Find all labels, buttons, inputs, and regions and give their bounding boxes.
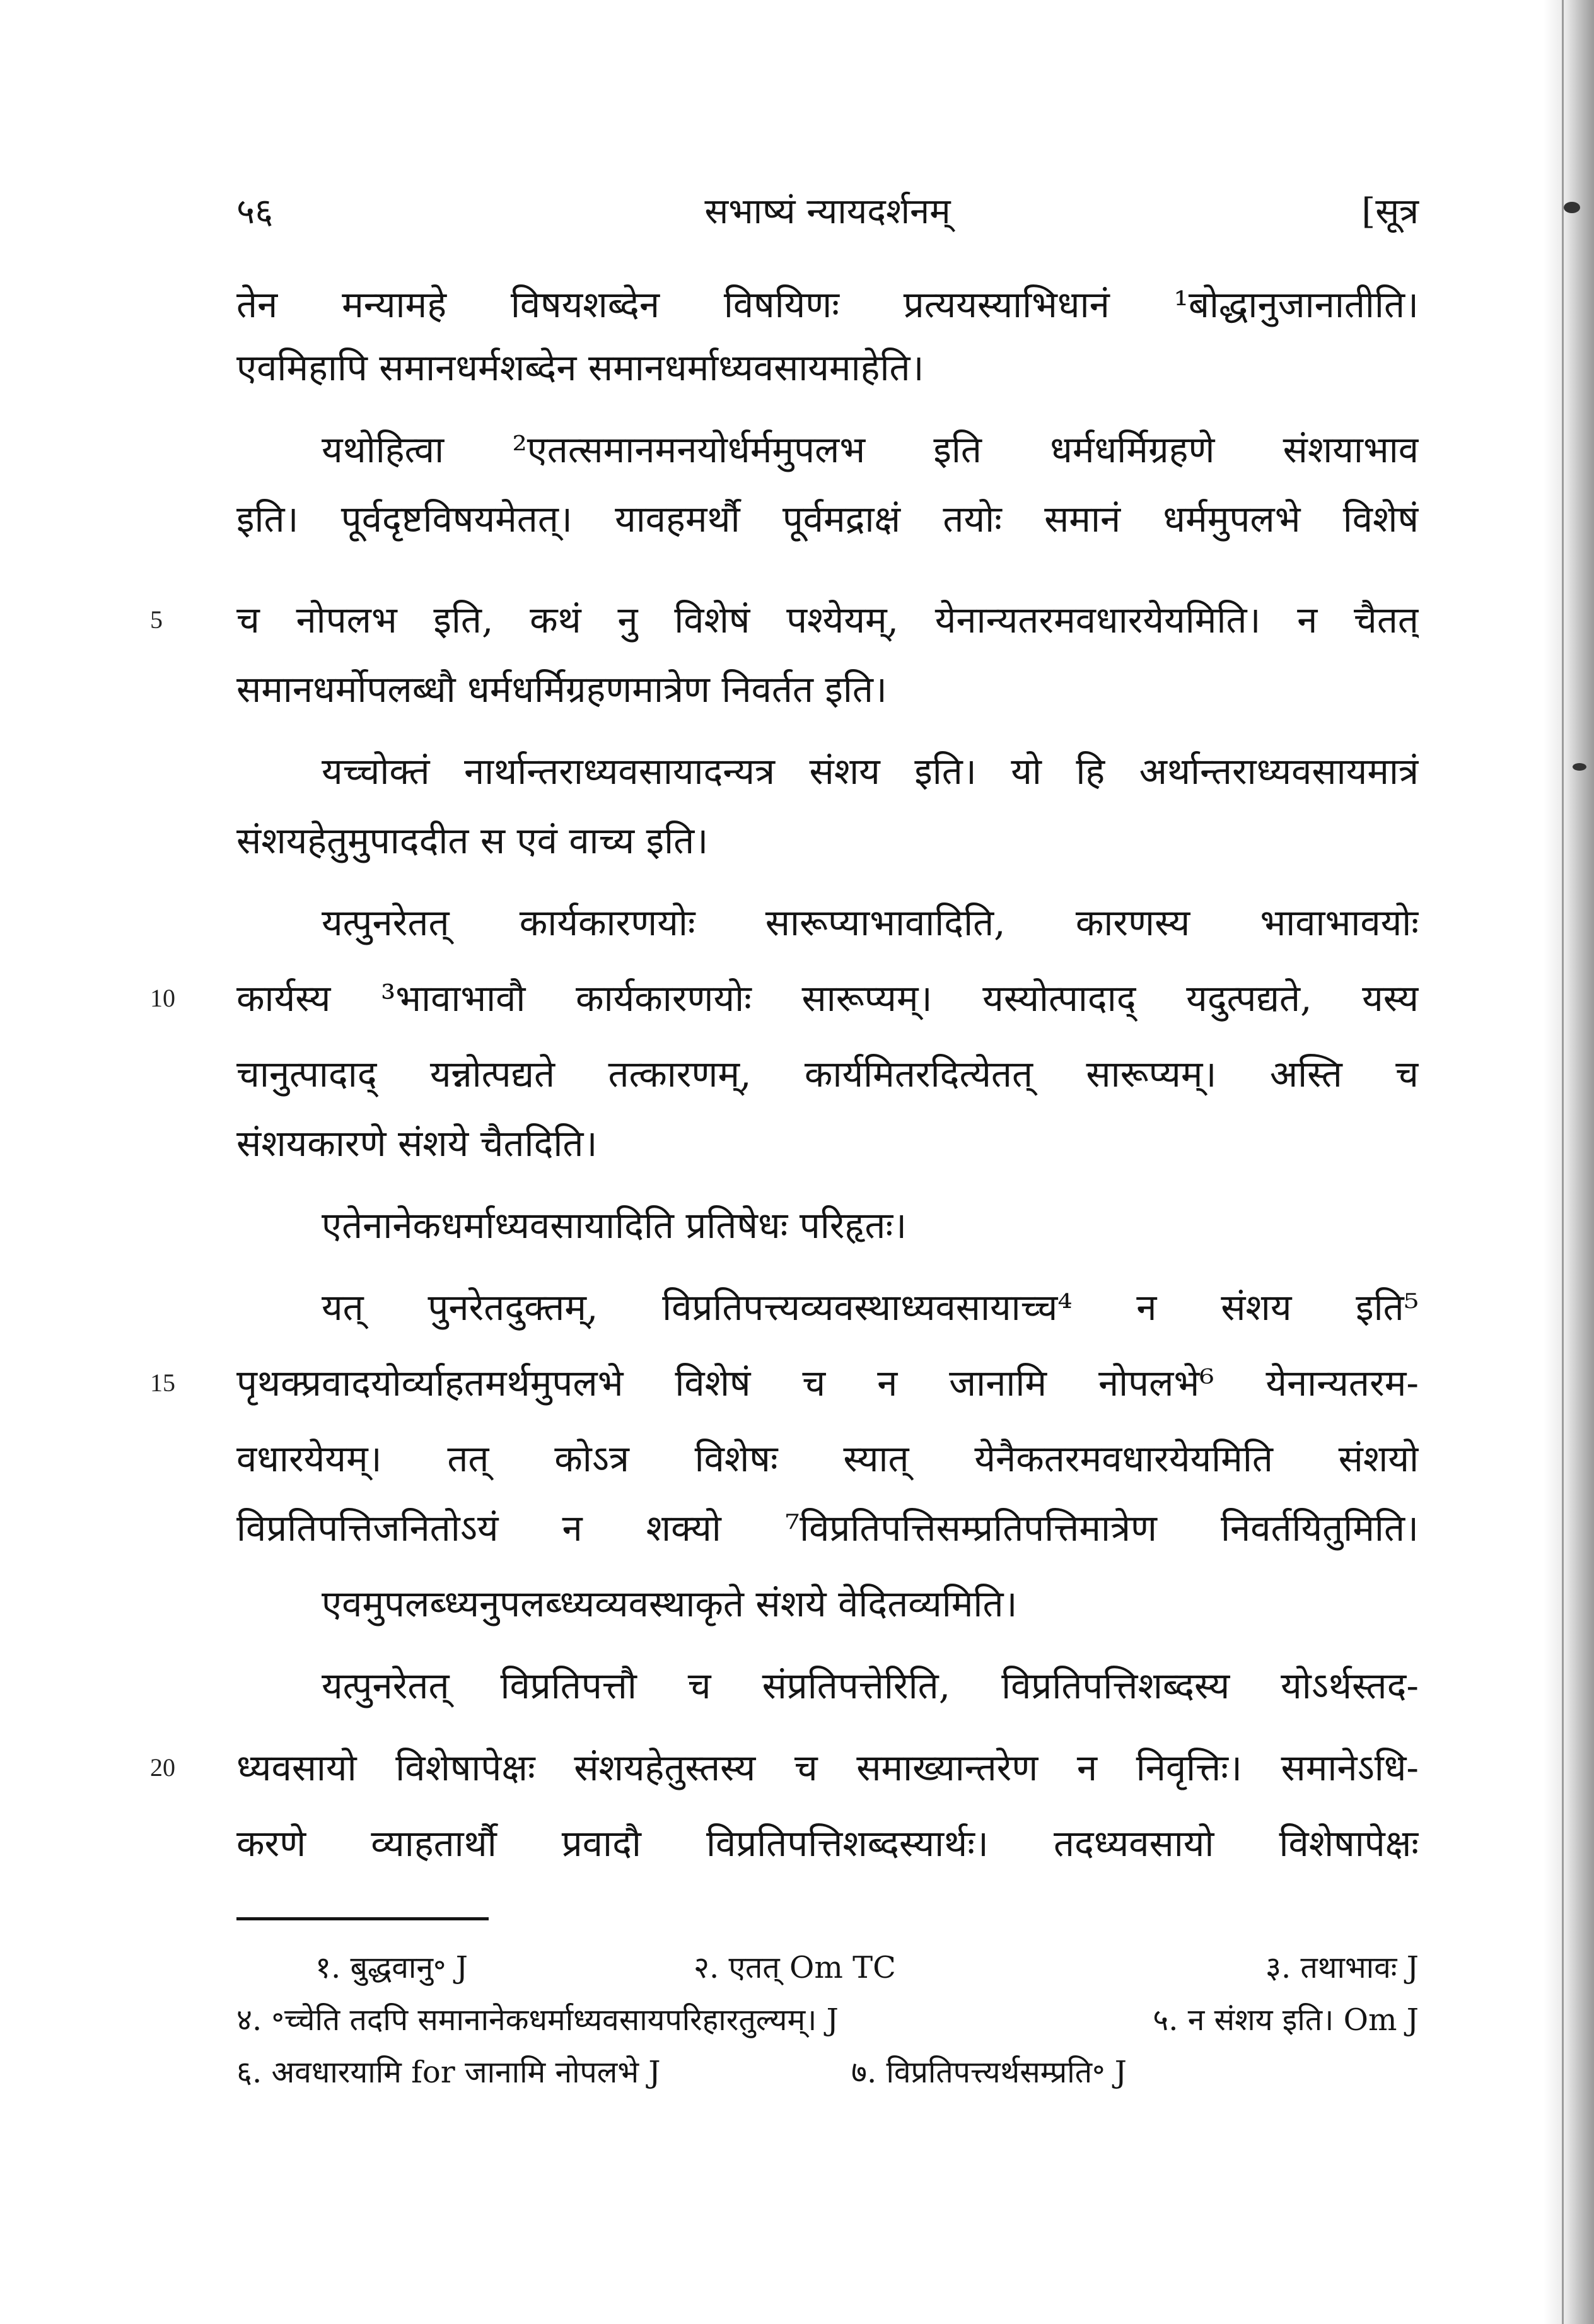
running-title: सभाष्यं न्यायदर्शनम् xyxy=(704,191,951,232)
text-line: ध्यवसायो विशेषापेक्षः संशयहेतुस्तस्य च समाख्यान्तरेण न निवृत्तिः। समानेऽधि- xyxy=(236,1746,1419,1789)
text-line: एतेनानेकधर्माध्यवसायादिति प्रतिषेधः परिहृतः। xyxy=(322,1204,907,1247)
footnote-5: ५. न संशय इति। Om J xyxy=(1153,2002,1419,2038)
footnote-row xyxy=(236,1942,1419,1993)
text-line: यच्चोक्तं नार्थान्तराध्यवसायादन्यत्र संशय इति। यो हि अर्थान्तराध्यवसायमात्रं xyxy=(322,750,1419,793)
footnote-7: ७. विप्रतिपत्त्यर्थसम्प्रति॰ J xyxy=(851,2055,1127,2090)
text-line: पृथक्प्रवादयोर्व्याहतमर्थमुपलभे विशेषं च न जानामि नोपलभे⁶ येनान्यतरम- xyxy=(236,1362,1419,1404)
text-line: वधारयेयम्। तत् कोऽत्र विशेषः स्यात् येनैकतरमवधारयेयमिति संशयो xyxy=(236,1437,1419,1480)
text-line: चानुत्पादाद् यन्नोत्पद्यते तत्कारणम्, कार्यमितरदित्येतत् सारूप्यम्। अस्ति च xyxy=(236,1053,1419,1095)
text-line: यत् पुनरेतदुक्तम्, विप्रतिपत्त्यव्यवस्थाध्यवसायाच्च⁴ न संशय इति⁵ xyxy=(322,1286,1419,1329)
text-line: संशयहेतुमुपाददीत स एवं वाच्य इति। xyxy=(236,819,709,862)
line-number: 15 xyxy=(150,1369,175,1397)
text-line: यथोहित्वा ²एतत्समानमनयोर्धर्ममुपलभ इति धर्मधर्मिग्रहणे संशयाभाव xyxy=(322,428,1419,471)
footnote-rule xyxy=(236,1917,489,1920)
text-line: एवमिहापि समानधर्मशब्देन समानधर्माध्यवसायमाहेति। xyxy=(236,346,924,389)
page-number: ५६ xyxy=(236,191,274,232)
text-line: इति। पूर्वदृष्टविषयमेतत्। यावहमर्थौ पूर्वमद्राक्षं तयोः समानं धर्ममुपलभे विशेषं xyxy=(236,498,1419,540)
text-line: कार्यस्य ³भावाभावौ कार्यकारणयोः सारूप्यम्। यस्योत्पादाद् यदुत्पद्यते, यस्य xyxy=(236,977,1419,1020)
line-number: 20 xyxy=(150,1753,175,1782)
line-number: 5 xyxy=(150,605,163,634)
footnote-row xyxy=(236,2047,1419,2098)
footnote-1: १. बुद्धवानु॰ J xyxy=(315,1950,468,1985)
section-label: [सूत्र xyxy=(1361,191,1419,232)
footnote-3: ३. तथाभावः J xyxy=(1265,1950,1419,1985)
text-line: विप्रतिपत्तिजनितोऽयं न शक्यो ⁷विप्रतिपत्तिसम्प्रतिपत्तिमात्रेण निवर्तयितुमिति। xyxy=(236,1507,1419,1550)
footnote-row xyxy=(236,1995,1419,2045)
footnote-2: २. एतत् Om TC xyxy=(694,1950,896,1985)
page-header xyxy=(236,186,1419,236)
page-edge-line xyxy=(1562,0,1564,2324)
text-line: यत्पुनरेतत् विप्रतिपत्तौ च संप्रतिपत्तेरिति, विप्रतिपत्तिशब्दस्य योऽर्थस्तद- xyxy=(322,1664,1419,1707)
text-line: तेन मन्यामहे विषयशब्देन विषयिणः प्रत्ययस्याभिधानं ¹बोद्धानुजानातीति। xyxy=(236,283,1419,326)
text-line: एवमुपलब्ध्यनुपलब्ध्यव्यवस्थाकृते संशये वेदितव्यमिति। xyxy=(322,1582,1018,1625)
line-number: 10 xyxy=(150,984,175,1012)
text-line: संशयकारणे संशये चैतदिति। xyxy=(236,1122,598,1165)
footnote-6: ६. अवधारयामि for जानामि नोपलभे J xyxy=(236,2055,661,2090)
edge-speck xyxy=(1573,763,1586,771)
edge-speck xyxy=(1564,202,1580,213)
text-line: करणे व्याहतार्थौ प्रवादौ विप्रतिपत्तिशब्दस्यार्थः। तदध्यवसायो विशेषापेक्षः xyxy=(236,1822,1419,1865)
text-line: च नोपलभ इति, कथं नु विशेषं पश्येयम्, येनान्यतरमवधारयेयमिति। न चैतत् xyxy=(236,599,1419,641)
page-edge-shadow xyxy=(1544,0,1594,2324)
footnote-4: ४. ॰च्चेति तदपि समानानेकधर्माध्यवसायपरिहारतुल्यम्। J xyxy=(236,2002,839,2038)
text-line: यत्पुनरेतत् कार्यकारणयोः सारूप्याभावादिति, कारणस्य भावाभावयोः xyxy=(322,901,1419,944)
text-line: समानधर्मोपलब्धौ धर्मधर्मिग्रहणमात्रेण निवर्तत इति। xyxy=(236,668,887,711)
